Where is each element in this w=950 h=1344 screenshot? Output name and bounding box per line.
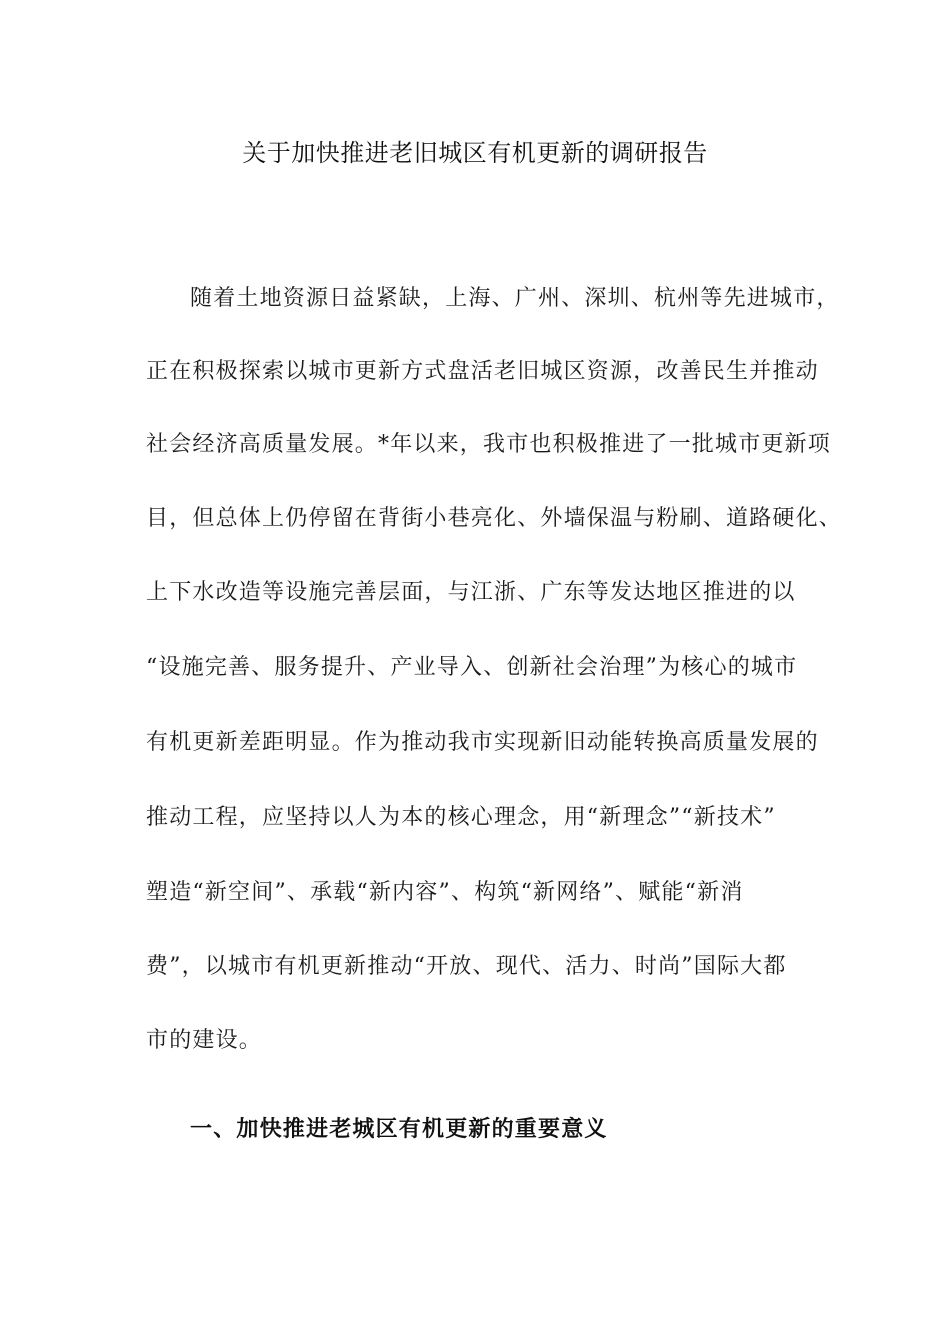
document-title: 关于加快推进老旧城区有机更新的调研报告 xyxy=(242,139,708,167)
paragraph-line: 塑造“新空间”、承载“新内容”、构筑“新网络”、赋能“新消 xyxy=(146,880,744,905)
section-heading: 一、加快推进老城区有机更新的重要意义 xyxy=(190,1116,608,1142)
paragraph-line: “设施完善、服务提升、产业导入、创新社会治理”为核心的城市 xyxy=(146,655,798,680)
paragraph-line: 费”，以城市有机更新推动“开放、现代、活力、时尚”国际大都 xyxy=(146,954,787,979)
paragraph-line: 有机更新差距明显。作为推动我市实现新旧动能转换高质量发展的 xyxy=(146,730,819,755)
paragraph-line: 社会经济高质量发展。*年以来，我市也积极推进了一批城市更新项 xyxy=(146,432,832,457)
paragraph-line: 随着土地资源日益紧缺，上海、广州、深圳、杭州等先进城市， xyxy=(190,286,840,311)
paragraph-line: 市的建设。 xyxy=(146,1028,263,1053)
paragraph-line: 上下水改造等设施完善层面，与江浙、广东等发达地区推进的以 xyxy=(146,580,796,605)
paragraph-line: 正在积极探索以城市更新方式盘活老旧城区资源，改善民生并推动 xyxy=(146,359,819,384)
paragraph-line: 推动工程，应坚持以人为本的核心理念，用“新理念”“新技术” xyxy=(146,805,776,830)
paragraph-line: 目，但总体上仍停留在背街小巷亮化、外墙保温与粉刷、道路硬化、 xyxy=(146,506,843,531)
